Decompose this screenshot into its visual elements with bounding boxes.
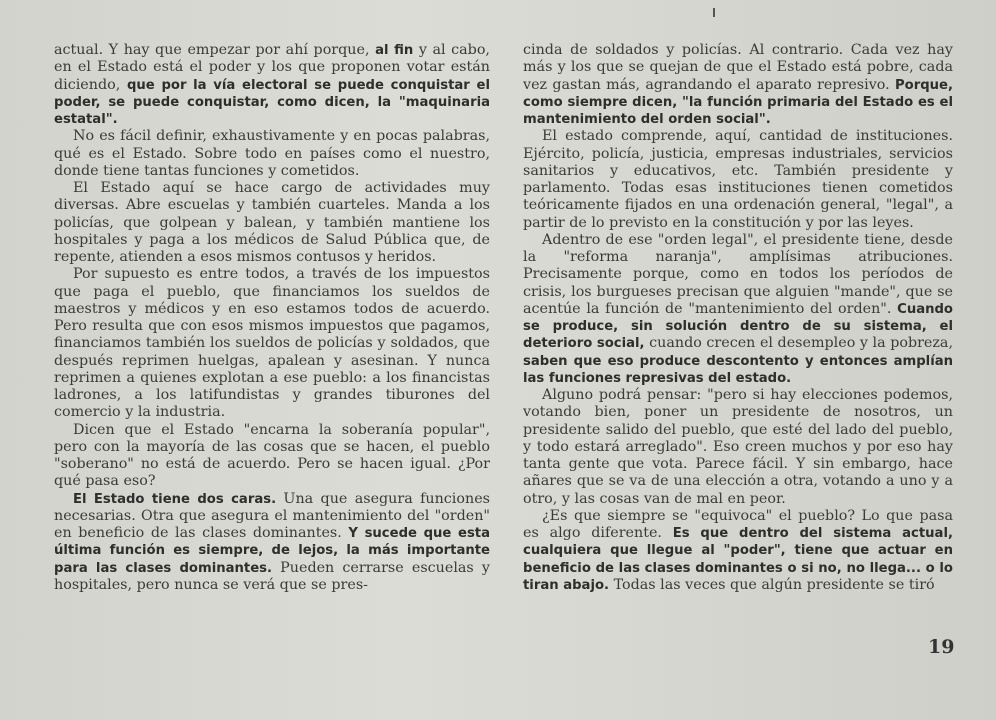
page-number: 19 xyxy=(928,636,955,658)
text-run: Adentro de ese "orden legal", el presidente tiene, desde la "reforma naranja", amplísimas atribuciones. Precisamente porque, como en todos los períodos de crisis, los burgueses precisan que alguien "mande", que se acentúe la función de "mantenimiento del orden". xyxy=(523,231,953,317)
paragraph xyxy=(523,128,953,232)
paragraph xyxy=(523,42,953,128)
bold-text: saben que eso produce descontento y entonces amplían las funciones represivas del estado. xyxy=(523,353,953,386)
text-run: y al cabo, en el Estado está el poder y los que proponen votar están diciendo, xyxy=(54,42,490,93)
text-run: Por supuesto es entre todos, a través de los impuestos que paga el pueblo, que financiamos los sueldos de maestros y médicos y en eso estamos todos de acuerdo. Pero resulta que con esos mismos impuestos que pagamos, financiamos también los sueldos de policías y soldados, que después reprimen huelgas, apalean y asesinan. Y nunca reprimen a quienes explotan a ese pueblo: a los financistas ladrones, a los latifundistas y grandes tiburones del comercio y la industria. xyxy=(54,266,490,421)
text-run: actual. Y hay que empezar por ahí porque, xyxy=(54,42,376,58)
left-column xyxy=(54,42,490,594)
paragraph xyxy=(54,42,490,128)
paragraph xyxy=(54,128,490,180)
text-run: El estado comprende, aquí, cantidad de instituciones. Ejército, policía, justicia, empresas industriales, servicios sanitarios y educativos, etc. También presidente y parlamento. Todas esas instituciones tienen cometidos teóricamente fijados en una ordenación general, "legal", a partir de lo previsto en la constitución y por las leyes. xyxy=(523,128,953,231)
text-run: ¿Es que siempre se "equivoca" el pueblo? Lo que pasa es algo diferente. xyxy=(523,507,953,541)
bold-text: que por la vía electoral se puede conquistar el poder, se puede conquistar, como dicen, la "maquinaria estatal". xyxy=(54,77,490,127)
paragraph xyxy=(54,266,490,421)
text-run: No es fácil definir, exhaustivamente y en pocas palabras, qué es el Estado. Sobre todo en países como el nuestro, donde tiene tantas funciones y cometidos. xyxy=(54,128,490,179)
paragraph xyxy=(54,422,490,491)
paragraph xyxy=(54,491,490,595)
text-run: Una que asegura funciones necesarias. Otra que asegura el mantenimiento del "orden" en beneficio de las clases dominantes. xyxy=(54,490,490,541)
bold-text: al fin xyxy=(375,43,414,58)
paragraph xyxy=(523,387,953,508)
paragraph xyxy=(523,508,953,594)
text-run: El Estado aquí se hace cargo de actividades muy diversas. Abre escuelas y también cuarteles. Manda a los policías, que golpean y balean, y también mantiene los hospitales y paga a los médicos de Salud Pública que, de repente, atienden a esos mismos contusos y heridos. xyxy=(54,180,490,265)
text-run: Alguno podrá pensar: "pero si hay elecciones podemos, votando bien, poner un presidente de nosotros, un presidente salido del pueblo, que esté del lado del pueblo, y todo estará arreglado". Eso creen muchos y por eso hay tanta gente que vota. Parece fácil. Y sin embargo, hace añares que se va de una elección a otra, votando a uno y a otro, y las cosas van de mal en peor. xyxy=(523,387,953,507)
page-mark xyxy=(713,8,715,17)
text-run: cinda de soldados y policías. Al contrario. Cada vez hay más y los que se quejan de que el Estado está pobre, cada vez gastan más, agrandando el aparato represivo. xyxy=(523,42,953,93)
bold-text: El Estado tiene dos caras. xyxy=(73,491,277,507)
bold-text: Y sucede que esta última función es siempre, de lejos, la más importante para las clases dominantes. xyxy=(54,526,490,576)
text-run: Todas las veces que algún presidente se tiró xyxy=(609,576,935,593)
right-column xyxy=(523,42,953,594)
text-run: Dicen que el Estado "encarna la soberanía popular", pero con la mayoría de las cosas que se hacen, el pueblo "soberano" no está de acuerdo. Pero se hacen igual. ¿Por qué pasa eso? xyxy=(54,421,490,490)
text-run: Pueden cerrarse escuelas y hospitales, pero nunca se verá que se pres- xyxy=(54,559,490,593)
bold-text: Porque, como siempre dicen, "la función primaria del Estado es el mantenimiento del orden social". xyxy=(523,77,953,127)
bold-text: Es que dentro del sistema actual, cualquiera que llegue al "poder", tiene que actuar en beneficio de las clases dominantes o si no, no llega... o lo tiran abajo. xyxy=(523,526,953,593)
text-run: cuando crecen el desempleo y la pobreza, xyxy=(644,335,953,352)
bold-text: Cuando se produce, sin solución dentro de su sistema, el deterioro social, xyxy=(523,301,953,352)
paragraph xyxy=(523,232,953,387)
paragraph xyxy=(54,180,490,266)
